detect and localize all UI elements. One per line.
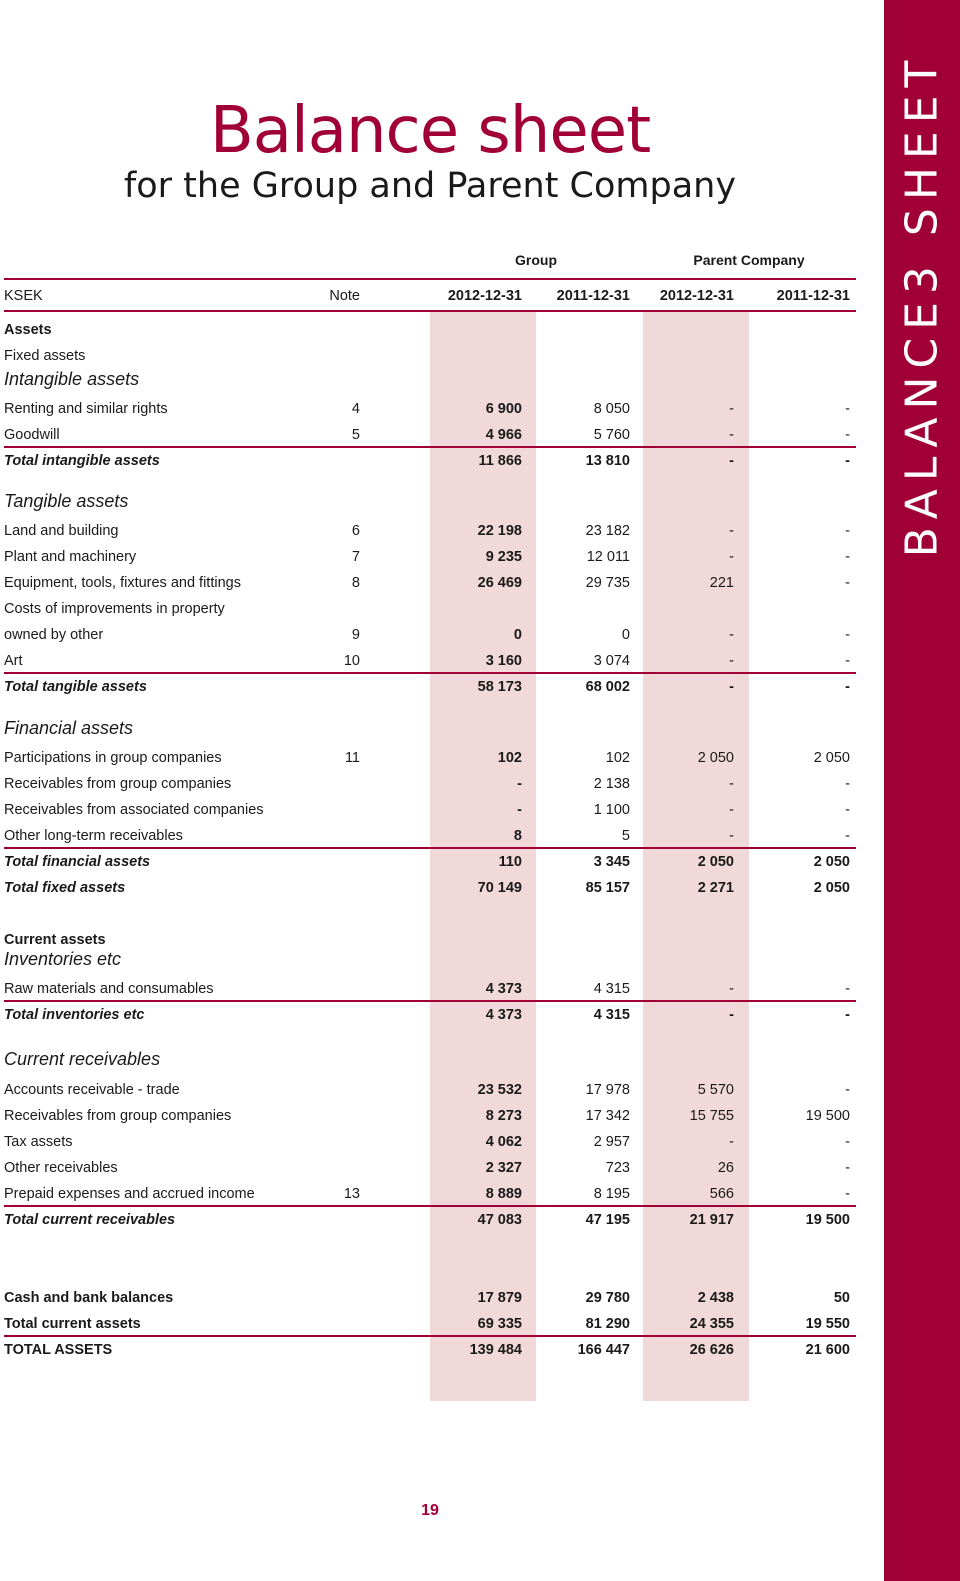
row-note: 13 <box>343 1186 360 1202</box>
group-2011-value: 23 182 <box>585 523 630 539</box>
group-2012-value: 58 173 <box>477 679 522 695</box>
group-2011-value: 47 195 <box>585 1212 630 1228</box>
parent-2012-value: - <box>729 427 734 443</box>
parent-2011-value: 19 550 <box>805 1316 850 1332</box>
total-separator-line <box>4 1205 856 1207</box>
group-2011-value: 2 138 <box>593 776 630 792</box>
group-2011-value: 29 780 <box>585 1290 630 1306</box>
col-header-parent-2012: 2012-12-31 <box>659 288 734 304</box>
group-2011-value: 166 447 <box>577 1342 630 1358</box>
row-label: Current assets <box>4 932 106 948</box>
parent-2012-value: - <box>729 828 734 844</box>
parent-2012-value: - <box>729 679 734 695</box>
parent-2012-value: 2 050 <box>697 750 734 766</box>
row-label: Assets <box>4 322 52 338</box>
group-2012-value: 8 889 <box>485 1186 522 1202</box>
table-row <box>0 771 860 797</box>
table-row <box>0 745 860 771</box>
group-2012-value: 9 235 <box>485 549 522 565</box>
parent-2012-value: - <box>729 653 734 669</box>
parent-2012-value: - <box>729 453 734 469</box>
parent-2011-value: - <box>845 427 850 443</box>
table-row <box>0 396 860 422</box>
total-row <box>0 849 860 875</box>
row-label: Total financial assets <box>4 854 151 870</box>
parent-2011-value: 19 500 <box>805 1212 850 1228</box>
table-row <box>0 1103 860 1129</box>
header-bottom-line <box>4 310 856 312</box>
row-label: Raw materials and consumables <box>4 981 214 997</box>
group-2011-value: 81 290 <box>585 1316 630 1332</box>
row-label: Total fixed assets <box>4 880 126 896</box>
parent-2011-value: - <box>845 802 850 818</box>
parent-2012-value: - <box>729 549 734 565</box>
row-label: Other long-term receivables <box>4 828 183 844</box>
total-row <box>0 674 860 700</box>
total-row <box>0 1207 860 1233</box>
table-row <box>0 1181 860 1207</box>
parent-2011-value: - <box>845 523 850 539</box>
parent-2012-value: 221 <box>709 575 734 591</box>
parent-2011-value: - <box>845 653 850 669</box>
col-header-group-2011: 2011-12-31 <box>556 288 630 304</box>
row-label: Receivables from group companies <box>4 1108 232 1124</box>
parent-2012-value: - <box>729 802 734 818</box>
group-2012-value: 110 <box>498 854 522 870</box>
group-2011-value: 3 345 <box>593 854 630 870</box>
parent-2012-value: 26 <box>717 1160 734 1176</box>
row-label: Land and building <box>4 523 119 539</box>
row-label: TOTAL ASSETS <box>4 1342 113 1358</box>
group-2012-value: 70 149 <box>477 880 522 896</box>
parent-2011-value: - <box>845 1160 850 1176</box>
group-2011-value: 2 957 <box>593 1134 630 1150</box>
total-row <box>0 448 860 474</box>
parent-2011-value: - <box>845 1007 850 1023</box>
row-label: Intangible assets <box>4 369 140 389</box>
page-subtitle: for the Group and Parent Company <box>123 166 737 206</box>
group-2011-value: 0 <box>621 627 630 643</box>
parent-2012-value: - <box>729 1007 734 1023</box>
parent-2012-value: - <box>729 776 734 792</box>
row-label: Art <box>4 653 23 669</box>
table-row <box>0 823 860 849</box>
row-label: Inventories etc <box>4 949 122 969</box>
table-row <box>0 570 860 596</box>
total-separator-line <box>4 1000 856 1002</box>
parent-2012-value: 5 570 <box>697 1082 734 1098</box>
row-note: 6 <box>351 523 360 539</box>
row-label: Goodwill <box>4 427 60 443</box>
table-row <box>0 1129 860 1155</box>
row-label: Costs of improvements in property <box>4 601 225 617</box>
row-note: 9 <box>351 627 360 643</box>
group-2012-value: 69 335 <box>477 1316 522 1332</box>
group-2012-value: 17 879 <box>477 1290 522 1306</box>
parent-2012-value: 2 050 <box>697 854 734 870</box>
group-2011-value: 5 760 <box>593 427 630 443</box>
row-label: Renting and similar rights <box>4 401 168 417</box>
table-row <box>0 1311 860 1337</box>
note-header: Note <box>329 288 360 304</box>
group-2012-value: 102 <box>497 750 522 766</box>
row-label: Plant and machinery <box>4 549 137 565</box>
section-heading-row <box>0 366 860 392</box>
group-2012-value: 4 373 <box>485 1007 522 1023</box>
parent-2012-value: 24 355 <box>689 1316 734 1332</box>
table-row <box>0 596 860 622</box>
group-2011-value: 29 735 <box>585 575 630 591</box>
group-2012-value: 11 866 <box>478 453 522 469</box>
group-2012-value: 4 062 <box>485 1134 522 1150</box>
row-note: 10 <box>343 653 360 669</box>
table-row <box>0 797 860 823</box>
group-2012-value: 47 083 <box>477 1212 522 1228</box>
group-2012-value: - <box>517 802 522 818</box>
parent-2011-value: - <box>845 776 850 792</box>
row-note: 7 <box>351 549 360 565</box>
parent-2012-value: - <box>729 523 734 539</box>
parent-2011-value: - <box>845 401 850 417</box>
column-header-row <box>0 283 860 309</box>
total-separator-line <box>4 847 856 849</box>
group-2011-value: 13 810 <box>585 453 630 469</box>
row-label: Total current receivables <box>4 1212 176 1228</box>
group-2011-value: 4 315 <box>593 981 630 997</box>
row-label: Current receivables <box>4 1049 161 1069</box>
row-label: Prepaid expenses and accrued income <box>4 1186 255 1202</box>
row-label: Participations in group companies <box>4 750 222 766</box>
row-label: Accounts receivable - trade <box>4 1082 180 1098</box>
row-label: Cash and bank balances <box>4 1290 174 1306</box>
table-row <box>0 1077 860 1103</box>
parent-2011-value: - <box>845 575 850 591</box>
page-title: Balance sheet <box>209 94 651 168</box>
parent-2011-value: - <box>845 828 850 844</box>
group-2011-value: 1 100 <box>593 802 630 818</box>
table-row <box>0 1337 860 1363</box>
parent-2011-value: - <box>845 679 850 695</box>
header-top-line <box>4 278 856 280</box>
row-note: 4 <box>351 401 360 417</box>
section-heading-row <box>0 715 860 741</box>
section-heading-row <box>0 317 860 343</box>
group-2012-value: 4 373 <box>485 981 522 997</box>
total-row <box>0 1002 860 1028</box>
total-separator-line <box>4 1335 856 1337</box>
group-2012-value: 2 327 <box>485 1160 522 1176</box>
group-2012-value: 139 484 <box>469 1342 522 1358</box>
parent-2012-value: - <box>729 1134 734 1150</box>
parent-2011-value: - <box>845 981 850 997</box>
parent-2012-value: - <box>729 627 734 643</box>
group-2011-value: 12 011 <box>586 549 630 565</box>
group-2012-value: 6 900 <box>485 401 522 417</box>
group-2011-value: 723 <box>605 1160 630 1176</box>
row-label: Equipment, tools, fixtures and fittings <box>4 575 241 591</box>
parent-2011-value: 21 600 <box>805 1342 850 1358</box>
parent-2012-value: 21 917 <box>689 1212 734 1228</box>
row-label: Receivables from associated companies <box>4 802 264 818</box>
group-2012-value: 23 532 <box>477 1082 522 1098</box>
section-heading-row <box>0 1046 860 1072</box>
total-separator-line <box>4 446 856 448</box>
parent-2012-value: - <box>729 981 734 997</box>
group-2011-value: 5 <box>621 828 630 844</box>
parent-2012-value: 566 <box>709 1186 734 1202</box>
parent-company-header: Parent Company <box>693 252 805 268</box>
parent-2011-value: 50 <box>833 1290 850 1306</box>
total-row <box>0 875 860 901</box>
row-label: Total tangible assets <box>4 679 147 695</box>
row-label: Financial assets <box>4 718 134 738</box>
parent-2011-value: - <box>845 549 850 565</box>
table-row <box>0 976 860 1002</box>
group-2012-value: 8 273 <box>485 1108 522 1124</box>
parent-2011-value: 2 050 <box>813 880 850 896</box>
total-separator-line <box>4 672 856 674</box>
group-2011-value: 85 157 <box>585 880 630 896</box>
row-label: owned by other <box>4 627 104 643</box>
parent-2012-value: 2 271 <box>697 880 734 896</box>
table-row <box>0 622 860 648</box>
group-2012-value: 26 469 <box>477 575 522 591</box>
parent-2011-value: - <box>845 1134 850 1150</box>
group-2012-value: 8 <box>513 828 522 844</box>
ksek-header: KSEK <box>4 288 43 304</box>
col-header-parent-2011: 2011-12-31 <box>776 288 850 304</box>
group-2012-value: - <box>517 776 522 792</box>
parent-2012-value: 26 626 <box>689 1342 734 1358</box>
row-label: Total intangible assets <box>4 453 160 469</box>
col-header-group-2012: 2012-12-31 <box>447 288 522 304</box>
row-label: Other receivables <box>4 1160 118 1176</box>
parent-2012-value: 15 755 <box>689 1108 734 1124</box>
row-label: Receivables from group companies <box>4 776 232 792</box>
group-2012-value: 0 <box>513 627 522 643</box>
row-label: Total inventories etc <box>4 1007 145 1023</box>
parent-2011-value: 2 050 <box>813 854 850 870</box>
section-heading-row <box>0 488 860 514</box>
row-label: Fixed assets <box>4 348 86 364</box>
group-2011-value: 17 978 <box>585 1082 630 1098</box>
parent-2012-value: 2 438 <box>697 1290 734 1306</box>
group-2011-value: 102 <box>605 750 630 766</box>
row-note: 5 <box>351 427 360 443</box>
table-row <box>0 648 860 674</box>
group-2011-value: 4 315 <box>593 1007 630 1023</box>
group-header: Group <box>515 252 557 268</box>
group-2012-value: 22 198 <box>477 523 522 539</box>
side-section-label: BALANCE3 SHEET <box>896 52 948 558</box>
table-row <box>0 518 860 544</box>
group-2011-value: 17 342 <box>585 1108 630 1124</box>
group-2012-value: 3 160 <box>485 653 522 669</box>
group-2011-value: 8 050 <box>593 401 630 417</box>
parent-2011-value: - <box>845 1082 850 1098</box>
row-note: 8 <box>351 575 360 591</box>
table-row <box>0 422 860 448</box>
parent-2011-value: - <box>845 453 850 469</box>
table-row <box>0 544 860 570</box>
group-2012-value: 4 966 <box>485 427 522 443</box>
table-row <box>0 1285 860 1311</box>
section-heading-row <box>0 946 860 972</box>
parent-2012-value: - <box>729 401 734 417</box>
parent-2011-value: - <box>845 1186 850 1202</box>
parent-2011-value: - <box>845 627 850 643</box>
parent-2011-value: 19 500 <box>805 1108 850 1124</box>
group-2011-value: 8 195 <box>593 1186 630 1202</box>
row-label: Total current assets <box>4 1316 141 1332</box>
table-row <box>0 1155 860 1181</box>
group-2011-value: 3 074 <box>593 653 630 669</box>
row-label: Tangible assets <box>4 491 129 511</box>
group-2011-value: 68 002 <box>585 679 630 695</box>
row-label: Tax assets <box>4 1134 73 1150</box>
row-note: 11 <box>344 750 360 766</box>
parent-2011-value: 2 050 <box>813 750 850 766</box>
